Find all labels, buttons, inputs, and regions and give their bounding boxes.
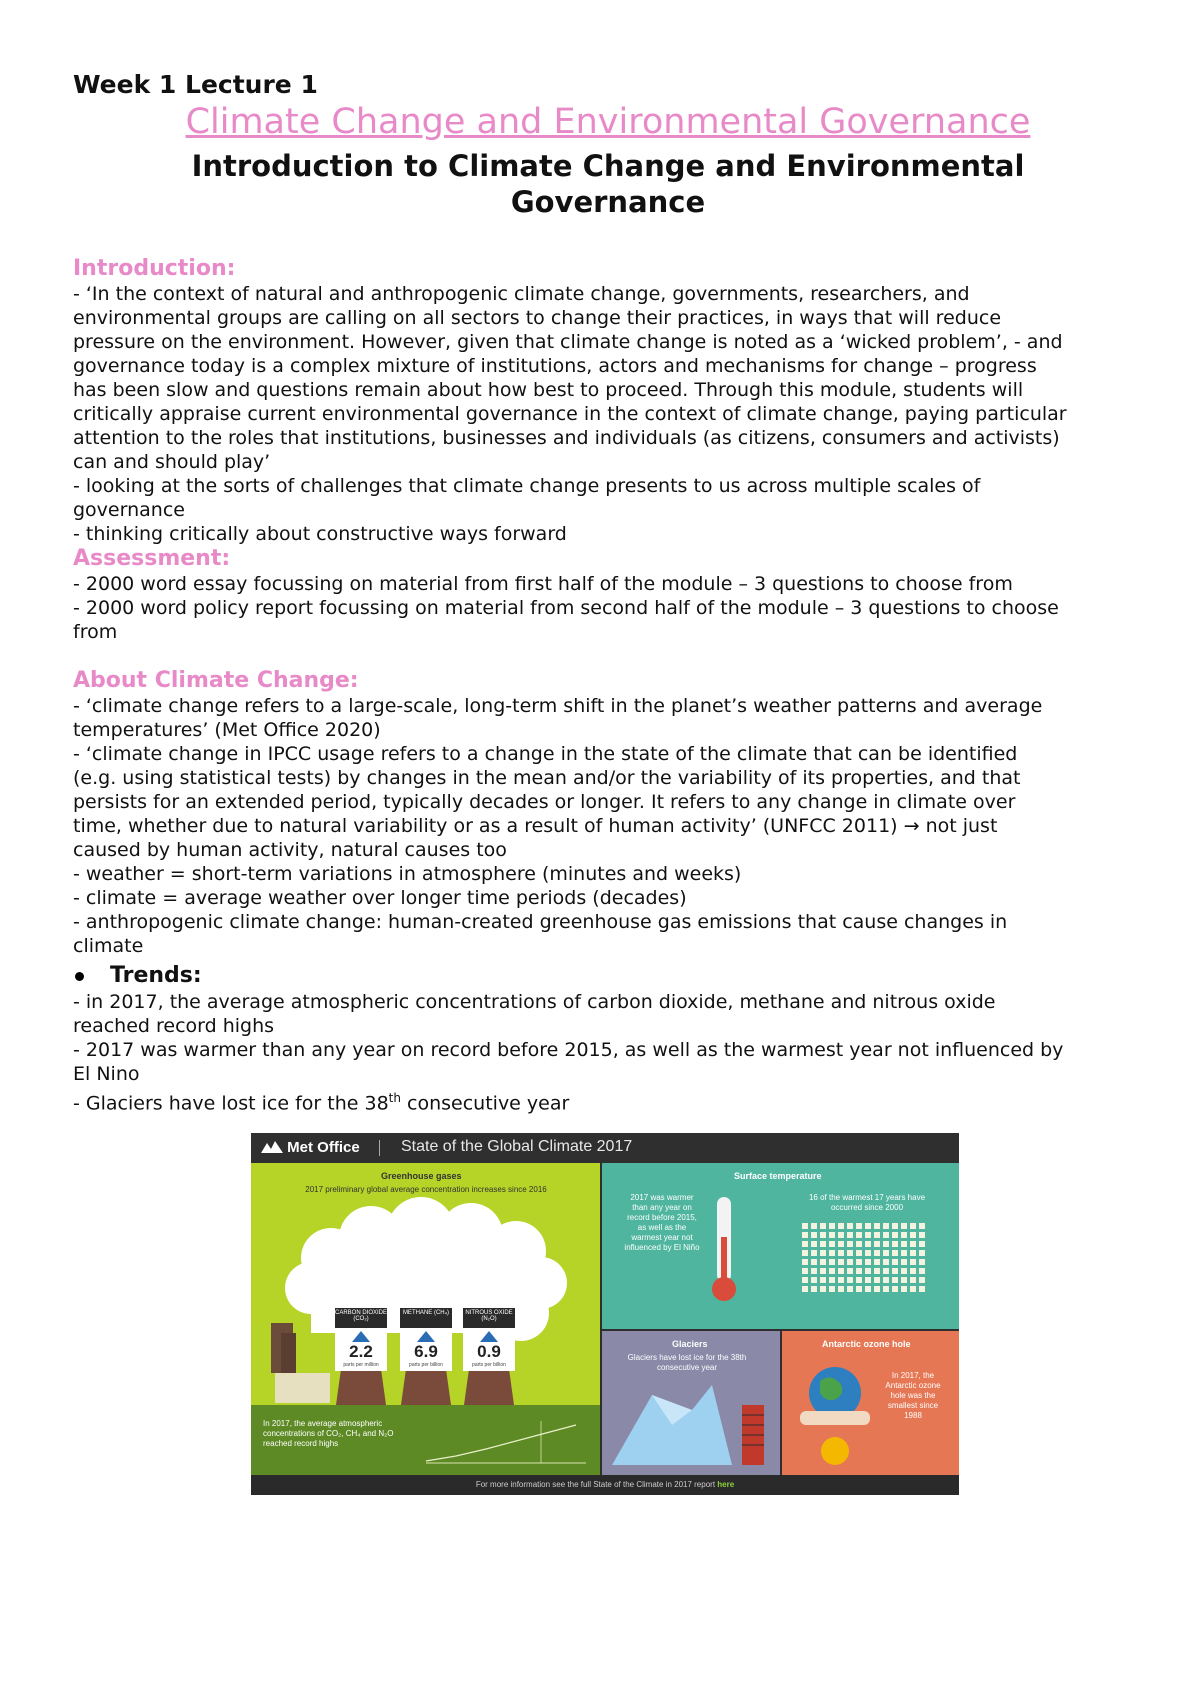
grid-dot <box>910 1286 916 1292</box>
gas-name: METHANE (CH₄) <box>400 1308 452 1328</box>
grid-dot <box>883 1241 889 1247</box>
gas-value: 0.9 <box>477 1342 501 1361</box>
grid-dot <box>838 1259 844 1265</box>
surface-temperature-panel <box>602 1163 959 1329</box>
grid-dot <box>811 1232 817 1238</box>
surface-left-text: 2017 was warmer than any year on record before 2015, as well as the warmest year not influenced by El Niño <box>624 1193 700 1252</box>
grid-dot <box>820 1241 826 1247</box>
grid-dot <box>892 1259 898 1265</box>
grid-dot <box>901 1232 907 1238</box>
grid-dot <box>838 1250 844 1256</box>
glaciers-panel <box>602 1331 780 1475</box>
text-line: climate <box>73 935 144 957</box>
grid-dot <box>883 1232 889 1238</box>
grid-dot <box>856 1268 862 1274</box>
grid-dot <box>847 1286 853 1292</box>
text-line: - climate = average weather over longer time periods (decades) <box>73 887 687 909</box>
grid-dot <box>919 1286 925 1292</box>
grid-dot <box>874 1259 880 1265</box>
grid-dot <box>919 1259 925 1265</box>
glaciers-title: Glaciers <box>672 1339 708 1349</box>
glacier-illustration <box>602 1375 780 1475</box>
trends-label: Trends: <box>110 963 202 988</box>
grid-dot <box>820 1259 826 1265</box>
grid-dot <box>919 1268 925 1274</box>
grid-dot <box>802 1277 808 1283</box>
grid-dot <box>802 1232 808 1238</box>
grid-dot <box>820 1286 826 1292</box>
text-line: critically appraise current environmental governance in the context of climate change, paying particular <box>73 403 1067 425</box>
infographic-footer <box>251 1475 959 1495</box>
header-divider <box>379 1140 380 1156</box>
greenhouse-panel <box>251 1163 600 1405</box>
grid-dot <box>820 1223 826 1229</box>
grid-dot <box>901 1241 907 1247</box>
up-arrow-icon <box>417 1331 435 1342</box>
grid-dot <box>901 1268 907 1274</box>
grid-dot <box>838 1232 844 1238</box>
grid-dot <box>856 1277 862 1283</box>
grid-dot <box>811 1241 817 1247</box>
text-line: governance today is a complex mixture of institutions, actors and mechanisms for change – progress <box>73 355 1037 377</box>
glacier-text-end: consecutive year <box>400 1092 570 1115</box>
grid-dot <box>865 1232 871 1238</box>
grid-dot <box>829 1277 835 1283</box>
surface-title: Surface temperature <box>734 1171 822 1181</box>
grid-dot <box>829 1223 835 1229</box>
text-line: reached record highs <box>73 1015 275 1037</box>
gas-unit: parts per million <box>343 1362 379 1368</box>
grid-dot <box>874 1232 880 1238</box>
assessment-body <box>73 572 1143 644</box>
grid-dot <box>802 1268 808 1274</box>
grid-dot <box>856 1286 862 1292</box>
text-line: can and should play’ <box>73 451 271 473</box>
gas-unit: parts per billion <box>409 1362 443 1368</box>
ozone-text: In 2017, the Antarctic ozone hole was the smallest since 1988 <box>885 1371 941 1420</box>
grid-dot <box>910 1250 916 1256</box>
grid-dot <box>865 1250 871 1256</box>
text-line: has been slow and questions remain about how best to proceed. Through this module, students will <box>73 379 1024 401</box>
grid-dot <box>919 1277 925 1283</box>
grid-dot <box>829 1286 835 1292</box>
trends-body <box>73 990 1143 1115</box>
surface-right-text: 16 of the warmest 17 years have occurred since 2000 <box>808 1193 926 1212</box>
grid-dot <box>847 1223 853 1229</box>
infographic-title: State of the Global Climate 2017 <box>401 1138 633 1155</box>
thermometer-icon <box>702 1197 752 1307</box>
grid-dot <box>919 1241 925 1247</box>
grid-dot <box>874 1250 880 1256</box>
grid-dot <box>883 1286 889 1292</box>
grid-dot <box>856 1241 862 1247</box>
greenhouse-title: Greenhouse gases <box>381 1171 462 1181</box>
grid-dot <box>919 1232 925 1238</box>
grid-dot <box>883 1223 889 1229</box>
grid-dot <box>865 1223 871 1229</box>
met-office-logo: Met Office <box>261 1139 360 1156</box>
grid-dot <box>865 1259 871 1265</box>
grid-dot <box>901 1223 907 1229</box>
glacier-line <box>73 1086 1143 1115</box>
grid-dot <box>883 1268 889 1274</box>
grid-dot <box>829 1250 835 1256</box>
grid-dot <box>847 1232 853 1238</box>
grid-dot <box>883 1250 889 1256</box>
grid-dot <box>811 1223 817 1229</box>
grid-dot <box>901 1259 907 1265</box>
grid-dot <box>820 1268 826 1274</box>
text-line: - looking at the sorts of challenges that climate change presents to us across multiple scales of <box>73 475 981 497</box>
sub-title: Introduction to Climate Change and Environmental Governance <box>191 149 1025 219</box>
co2-text: In 2017, the average atmospheric concentrations of CO₂, CH₄ and N₂O reached record highs <box>263 1419 394 1448</box>
grid-dot <box>820 1250 826 1256</box>
text-line: attention to the roles that institutions, businesses and individuals (as citizens, consumers and activists) <box>73 427 1060 449</box>
grid-dot <box>838 1268 844 1274</box>
text-line: governance <box>73 499 185 521</box>
grid-dot <box>811 1268 817 1274</box>
assessment-heading: Assessment: <box>73 546 231 571</box>
grid-dot <box>883 1277 889 1283</box>
text-line: - in 2017, the average atmospheric concentrations of carbon dioxide, methane and nitrous oxide <box>73 991 996 1013</box>
introduction-heading: Introduction: <box>73 256 236 281</box>
grid-dot <box>874 1277 880 1283</box>
grid-dot <box>802 1241 808 1247</box>
grid-dot <box>883 1259 889 1265</box>
gas-card-ch4 <box>400 1308 452 1371</box>
ozone-panel <box>782 1331 959 1475</box>
text-line: - 2000 word policy report focussing on material from second half of the module – 3 questions to choose <box>73 597 1059 619</box>
grid-dot <box>811 1250 817 1256</box>
grid-dot <box>910 1232 916 1238</box>
grid-dot <box>874 1268 880 1274</box>
grid-dot <box>847 1259 853 1265</box>
warm-years-grid <box>802 1223 942 1313</box>
text-line: - ‘climate change refers to a large-scale, long-term shift in the planet’s weather patterns and average <box>73 695 1043 717</box>
ozone-title: Antarctic ozone hole <box>822 1339 911 1349</box>
text-line: - weather = short-term variations in atmosphere (minutes and weeks) <box>73 863 742 885</box>
grid-dot <box>856 1250 862 1256</box>
grid-dot <box>892 1223 898 1229</box>
grid-dot <box>838 1277 844 1283</box>
text-line: environmental groups are calling on all sectors to change their practices, in ways that will reduce <box>73 307 1002 329</box>
grid-dot <box>892 1241 898 1247</box>
infographic-header <box>251 1133 959 1163</box>
grid-dot <box>901 1277 907 1283</box>
about-heading: About Climate Change: <box>73 668 359 693</box>
gas-name: CARBON DIOXIDE (CO₂) <box>335 1308 387 1328</box>
grid-dot <box>820 1277 826 1283</box>
greenhouse-subtitle: 2017 preliminary global average concentration increases since 2016 <box>305 1185 547 1194</box>
grid-dot <box>802 1259 808 1265</box>
text-line: - 2000 word essay focussing on material from first half of the module – 3 questions to choose from <box>73 573 1013 595</box>
grid-dot <box>829 1259 835 1265</box>
grid-dot <box>811 1286 817 1292</box>
grid-dot <box>901 1286 907 1292</box>
grid-dot <box>901 1250 907 1256</box>
glacier-text: - Glaciers have lost ice for the 38 <box>73 1092 389 1115</box>
up-arrow-icon <box>352 1331 370 1342</box>
grid-dot <box>829 1268 835 1274</box>
grid-dot <box>874 1241 880 1247</box>
grid-dot <box>892 1277 898 1283</box>
met-office-infographic <box>251 1133 959 1495</box>
up-arrow-icon <box>480 1331 498 1342</box>
grid-dot <box>892 1250 898 1256</box>
grid-dot <box>838 1223 844 1229</box>
superscript: th <box>388 1091 401 1105</box>
grid-dot <box>919 1250 925 1256</box>
grid-dot <box>892 1268 898 1274</box>
grid-dot <box>892 1232 898 1238</box>
grid-dot <box>811 1277 817 1283</box>
grid-dot <box>856 1223 862 1229</box>
grid-dot <box>910 1241 916 1247</box>
text-line: time, whether due to natural variability or as a result of human activity’ (UNFCC 2011) → not just <box>73 815 998 837</box>
trends-heading <box>73 962 1143 990</box>
grid-dot <box>910 1277 916 1283</box>
grid-dot <box>874 1286 880 1292</box>
document-page <box>73 70 1143 1115</box>
grid-dot <box>919 1223 925 1229</box>
grid-dot <box>856 1232 862 1238</box>
grid-dot <box>847 1241 853 1247</box>
grid-dot <box>892 1286 898 1292</box>
grid-dot <box>865 1241 871 1247</box>
text-line: from <box>73 621 118 643</box>
gas-unit: parts per billion <box>472 1362 506 1368</box>
co2-panel <box>251 1405 600 1475</box>
grid-dot <box>874 1223 880 1229</box>
text-line: - 2017 was warmer than any year on record before 2015, as well as the warmest year not influenced by <box>73 1039 1064 1061</box>
bullet-icon <box>75 972 84 981</box>
met-office-logo-icon <box>261 1141 283 1153</box>
gas-card-n2o <box>463 1308 515 1371</box>
grid-dot <box>847 1268 853 1274</box>
text-line: - anthropogenic climate change: human-created greenhouse gas emissions that cause changes in <box>73 911 1008 933</box>
text-line: - ‘climate change in IPCC usage refers to a change in the state of the climate that can be identified <box>73 743 1018 765</box>
grid-dot <box>802 1223 808 1229</box>
gas-value: 2.2 <box>349 1342 373 1361</box>
grid-dot <box>811 1259 817 1265</box>
grid-dot <box>802 1286 808 1292</box>
grid-dot <box>838 1286 844 1292</box>
footer-link[interactable]: here <box>717 1480 735 1489</box>
grid-dot <box>802 1250 808 1256</box>
footer-text: For more information see the full State of the Climate in 2017 report <box>475 1480 716 1489</box>
text-line: pressure on the environment. However, given that climate change is noted as a ‘wicked problem’, - and <box>73 331 1063 353</box>
introduction-body <box>73 282 1143 546</box>
glaciers-text: Glaciers have lost ice for the 38th consecutive year <box>627 1353 747 1372</box>
gas-card-co2 <box>335 1308 387 1371</box>
grid-dot <box>829 1232 835 1238</box>
text-line: - thinking critically about constructive ways forward <box>73 523 567 545</box>
text-line: temperatures’ (Met Office 2020) <box>73 719 381 741</box>
grid-dot <box>856 1259 862 1265</box>
text-line: El Nino <box>73 1063 140 1085</box>
grid-dot <box>910 1223 916 1229</box>
globe-sun-icon <box>790 1353 880 1473</box>
co2-trend-graph <box>416 1411 596 1471</box>
grid-dot <box>838 1241 844 1247</box>
grid-dot <box>847 1250 853 1256</box>
main-title: Climate Change and Environmental Governance <box>185 102 1031 142</box>
grid-dot <box>910 1268 916 1274</box>
text-line: caused by human activity, natural causes too <box>73 839 507 861</box>
grid-dot <box>865 1286 871 1292</box>
grid-dot <box>829 1241 835 1247</box>
text-line: persists for an extended period, typically decades or longer. It refers to any change in climate over <box>73 791 1016 813</box>
gas-name: NITROUS OXIDE (N₂O) <box>463 1308 515 1328</box>
grid-dot <box>847 1277 853 1283</box>
grid-dot <box>865 1277 871 1283</box>
grid-dot <box>820 1232 826 1238</box>
text-line: - ‘In the context of natural and anthropogenic climate change, governments, researchers, and <box>73 283 970 305</box>
gas-value: 6.9 <box>414 1342 438 1361</box>
about-body <box>73 694 1143 958</box>
week-label: Week 1 Lecture 1 <box>73 70 318 99</box>
grid-dot <box>910 1259 916 1265</box>
text-line: (e.g. using statistical tests) by changes in the mean and/or the variability of its properties, and that <box>73 767 1021 789</box>
grid-dot <box>865 1268 871 1274</box>
